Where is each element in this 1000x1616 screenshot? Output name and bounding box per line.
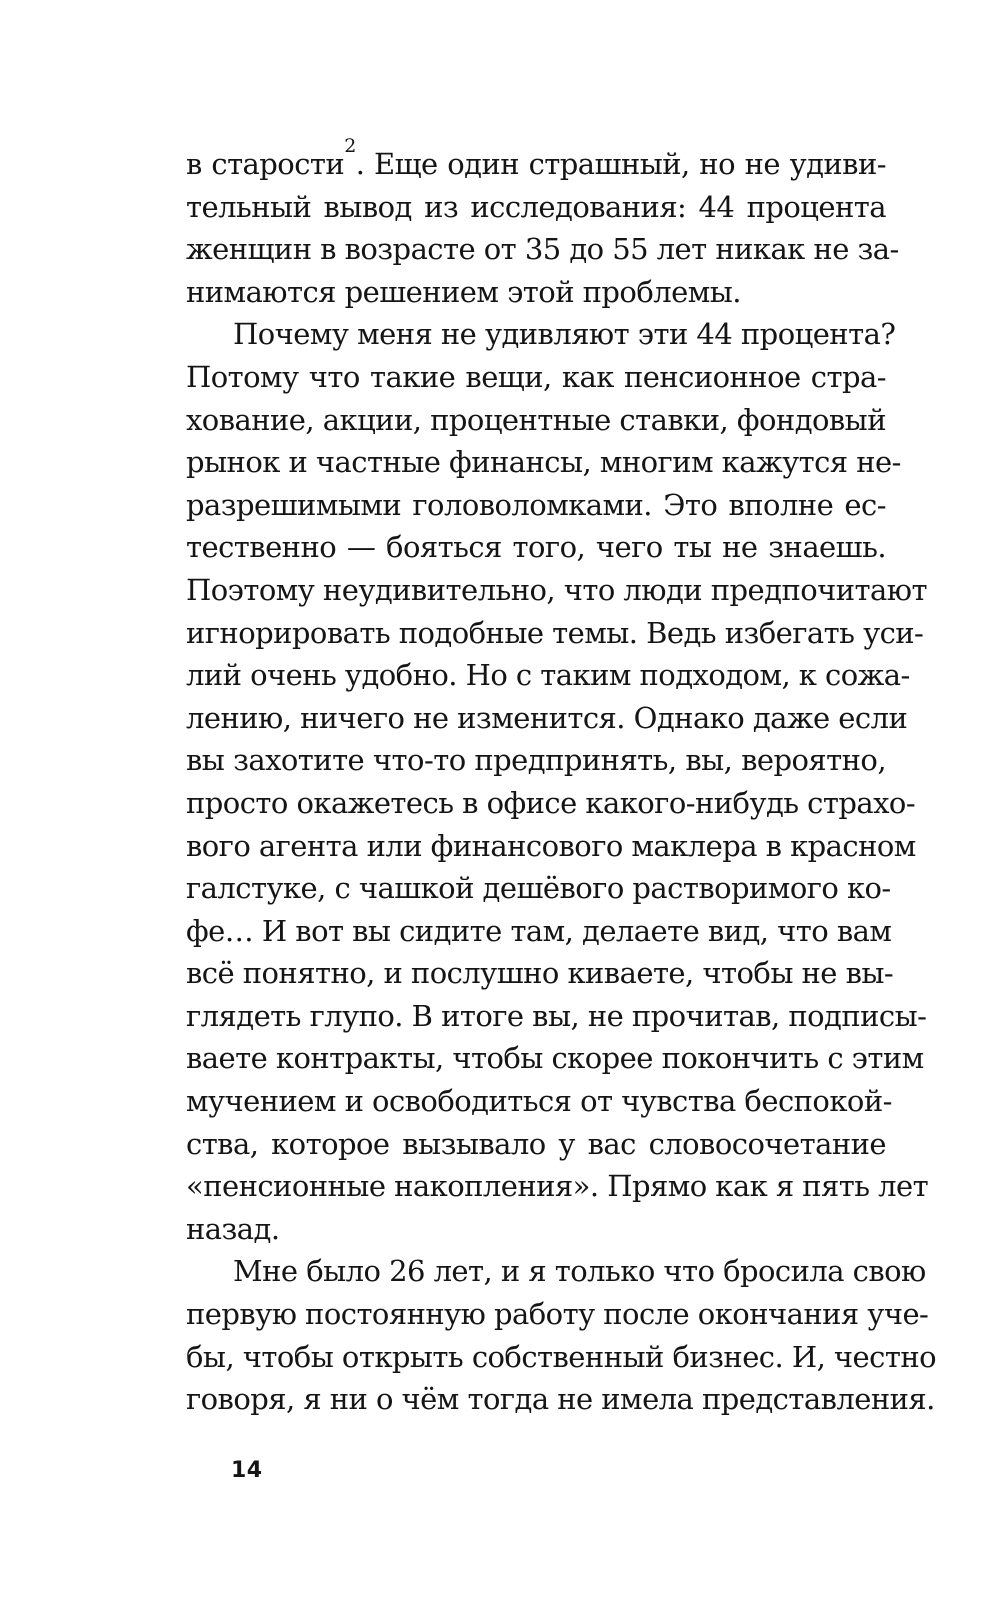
text-line: разрешимыми головоломками. Это вполне ес- [186,487,886,522]
body-text [186,135,937,1421]
text-line: женщин в возрасте от 35 до 55 лет никак не за- [186,232,899,267]
text-line: мучением и освободиться от чувства беспокой- [186,1084,892,1119]
text-line-part: . Еще один страшный, но не удиви- [355,147,886,181]
text-line: лий очень удобно. Но с таким подходом, к сожа- [186,658,910,693]
paragraph-first-line: Почему меня не удивляют эти 44 процента? [233,317,896,352]
text-line: Поэтому неудивительно, что люди предпочитают [186,572,927,607]
text-line: лению, ничего не изменится. Однако даже если [186,700,908,735]
text-line: игнорировать подобные темы. Ведь избегать уси- [186,615,924,650]
text-line-part: в старости [186,147,345,181]
text-line: тественно — бояться того, чего ты не знаешь. [186,530,886,565]
text-line: всё понятно, и послушно киваете, чтобы не вы- [186,956,894,991]
text-line [186,135,886,186]
page-number: 14 [231,1458,263,1483]
text-line: Потому что такие вещи, как пенсионное стра- [186,359,886,394]
text-line: ства, которое вызывало у вас словосочетание [186,1126,886,1161]
text-line: просто окажетесь в офисе какого-нибудь страхо- [186,785,916,820]
text-line: вы захотите что-то предпринять, вы, вероятно, [186,743,886,778]
footnote-marker: 2 [344,135,356,158]
text-line: тельный вывод из исследования: 44 процента [186,189,886,224]
text-line: ваете контракты, чтобы скорее покончить с этим [186,1041,924,1076]
text-line: галстуке, с чашкой дешёвого растворимого ко- [186,871,891,906]
text-line: бы, чтобы открыть собственный бизнес. И, честно [186,1339,937,1374]
text-line: глядеть глупо. В итоге вы, не прочитав, подписы- [186,998,927,1033]
text-line: первую постоянную работу после окончания уче- [186,1297,929,1332]
paragraph-first-line: Мне было 26 лет, и я только что бросила свою [233,1254,926,1289]
text-line: вого агента или финансового маклера в красном [186,828,916,863]
text-line: говоря, я ни о чём тогда не имела представления. [186,1382,935,1417]
text-line: «пенсионные накопления». Прямо как я пять лет [186,1169,929,1204]
text-line: хование, акции, процентные ставки, фондовый [186,402,886,437]
text-line: фе… И вот вы сидите там, делаете вид, что вам [186,913,892,948]
text-line: назад. [186,1211,280,1246]
text-line: нимаются решением этой проблемы. [186,274,741,309]
text-line: рынок и частные финансы, многим кажутся не- [186,445,901,480]
